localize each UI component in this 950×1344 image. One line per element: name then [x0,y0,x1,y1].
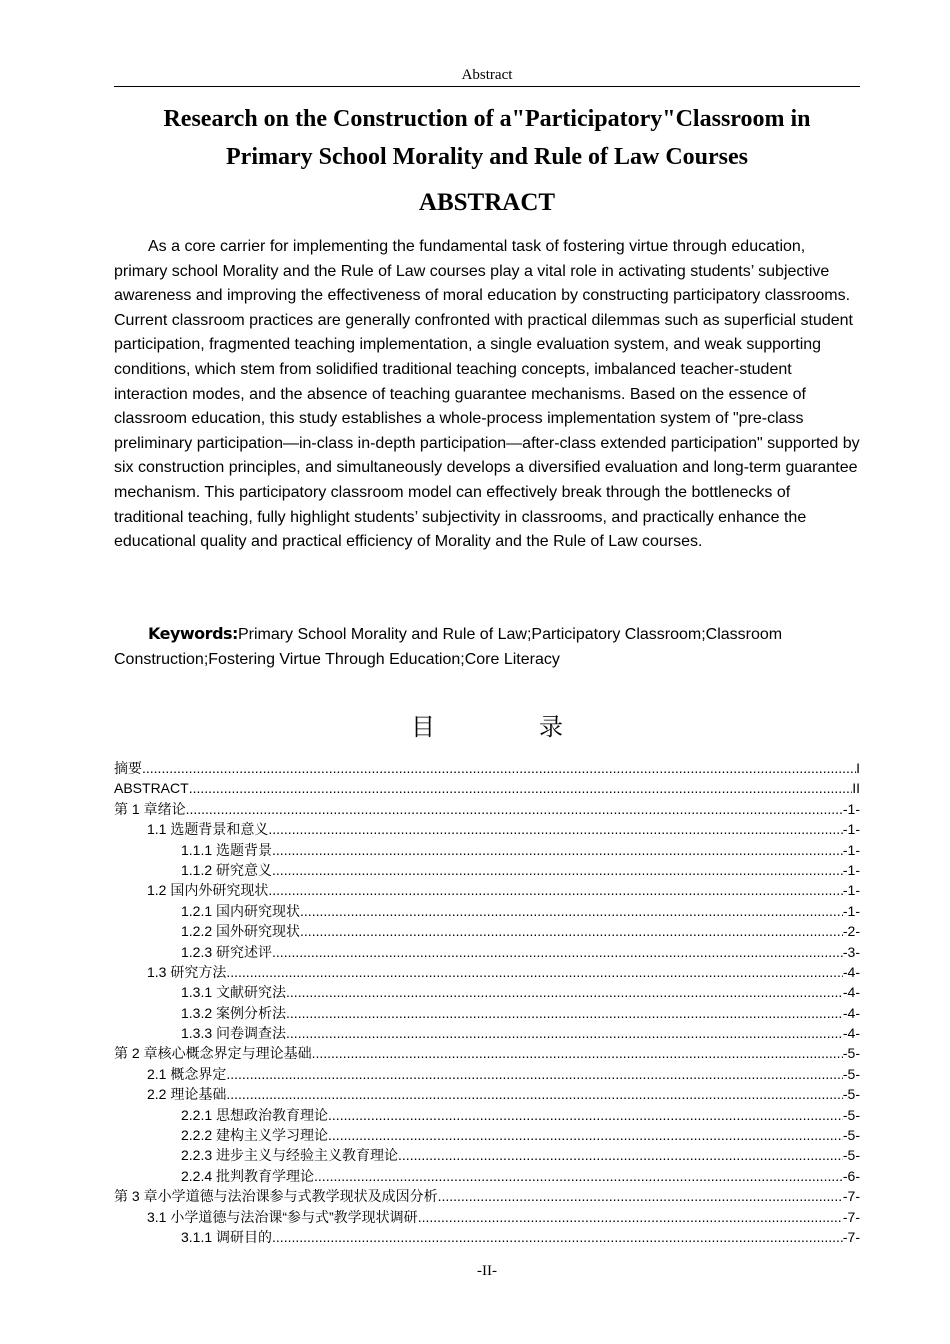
toc-entry-title: 第 3 章小学道德与法治课参与式教学现状及成因分析 [114,1188,438,1205]
toc-entry [114,1043,860,1063]
thesis-title-line-1: Research on the Construction of a"Participatory"Classroom in [163,106,811,132]
toc-dot-leader [226,962,843,982]
toc-entry-page: -7- [842,1188,860,1205]
toc-dot-leader [286,1003,843,1023]
toc-entry-title: 2.2 理论基础 [147,1086,227,1103]
toc-entry-title: 1.1.2 研究意义 [181,861,273,878]
toc-entry-title: 1.2.3 研究述评 [181,943,273,960]
toc-entry-page: -1- [842,841,860,858]
toc-entry-title: 3.1 小学道德与法治课“参与式”教学现状调研 [147,1208,418,1225]
toc-entry-page: -5- [842,1127,860,1144]
toc-dot-leader [189,778,853,798]
toc-dot-leader [328,1105,843,1125]
toc-entry-title: 1.3.1 文献研究法 [181,984,287,1001]
toc-entry [114,1145,860,1165]
toc-entry-title: 3.1.1 调研目的 [181,1228,273,1245]
toc-entry-title: 1.3.2 案例分析法 [181,1004,287,1021]
toc-dot-leader [268,880,843,900]
toc-entry [114,1023,860,1043]
toc-entry-page: -1- [842,902,860,919]
toc-entry-page: -5- [842,1106,860,1123]
toc-entry [114,1125,860,1145]
abstract-body: As a core carrier for implementing the fundamental task of fostering virtue through education, primary school Morality and the Rule of Law courses play a vital role in activating students’ subjective awareness and improving the effectiveness of moral education by constructing participatory classrooms. Current classroom practices are generally confronted with practical dilemmas such as superficial student participation, fragmented teaching implementation, a single evaluation system, and weak supporting conditions, which stem from solidified traditional teaching concepts, imbalanced teacher-student interaction modes, and the absence of teaching guarantee mechanisms. Based on the essence of classroom education, this study establishes a whole-process implementation system of "pre-class preliminary participation—in-class in-depth participation—after-class extended participation" supported by six construction principles, and simultaneously develops a diversified evaluation and long-term guarantee mechanism. This participatory classroom model can effectively break through the bottlenecks of traditional teaching, fully highlight students’ subjectivity in classrooms, and practically enhance the educational quality and practical efficiency of Morality and the Rule of Law courses. [114,238,860,551]
toc-dot-leader [272,840,843,860]
toc-dot-leader [272,860,843,880]
toc-dot-leader [272,942,843,962]
toc-entry-title: 第 1 章绪论 [114,800,186,817]
toc-entry [114,1166,860,1186]
toc-entry-title: 1.3 研究方法 [147,963,227,980]
running-header: Abstract [461,67,513,83]
toc-dot-leader [398,1145,843,1165]
toc-entry-page: -6- [842,1167,860,1184]
toc-entry [114,819,860,839]
toc-entry-title: 2.2.2 建构主义学习理论 [181,1127,329,1144]
toc-entry-page: II [852,780,860,797]
toc-heading: 目 录 [411,713,603,741]
toc-entry-title: 1.1.1 选题背景 [181,841,273,858]
toc-entry-page: -1- [842,861,860,878]
toc-entry-page: -4- [842,984,860,1001]
toc-dot-leader [314,1166,843,1186]
toc-entry [114,1186,860,1206]
toc-entry [114,799,860,819]
toc-entry [114,962,860,982]
table-of-contents [114,758,860,1247]
keywords-text: Primary School Morality and Rule of Law;Participatory Classroom;Classroom Construction;Fostering Virtue Through Education;Core Literacy [114,626,783,668]
toc-dot-leader [272,1227,843,1247]
toc-dot-leader [286,1023,843,1043]
toc-entry-page: -7- [842,1208,860,1225]
toc-entry-page: -1- [842,882,860,899]
toc-entry [114,860,860,880]
thesis-title [114,100,860,176]
toc-entry-page: -4- [842,1025,860,1042]
toc-entry-title: 1.2.2 国外研究现状 [181,923,301,940]
toc-entry-page: -5- [842,1086,860,1103]
toc-entry-title: 2.2.3 进步主义与经验主义教育理论 [181,1147,399,1164]
toc-entry-page: -1- [842,821,860,838]
toc-entry-title: 1.3.3 问卷调查法 [181,1025,287,1042]
toc-entry-title: 摘要 [114,760,142,776]
toc-entry-title: 第 2 章核心概念界定与理论基础 [114,1045,312,1062]
toc-entry-page: -1- [842,800,860,817]
toc-entry-page: -5- [842,1065,860,1082]
toc-dot-leader [268,819,843,839]
toc-entry [114,1105,860,1125]
toc-entry [114,880,860,900]
toc-entry [114,840,860,860]
toc-dot-leader [300,901,843,921]
toc-dot-leader [226,1084,843,1104]
toc-entry-page: -5- [842,1147,860,1164]
toc-entry [114,778,860,798]
toc-entry-page: -4- [842,1004,860,1021]
toc-dot-leader [328,1125,843,1145]
toc-dot-leader [226,1064,843,1084]
abstract-heading: ABSTRACT [418,189,556,216]
toc-entry-page: -3- [842,943,860,960]
toc-entry [114,921,860,941]
toc-entry [114,1064,860,1084]
toc-dot-leader [286,982,843,1002]
toc-dot-leader [418,1207,843,1227]
toc-entry [114,901,860,921]
toc-entry-title: 2.2.1 思想政治教育理论 [181,1106,329,1123]
toc-entry-page: -7- [842,1228,860,1245]
toc-dot-leader [142,758,856,778]
keywords-paragraph [114,621,860,672]
page-number: -II- [477,1263,497,1279]
toc-entry-title: 1.2.1 国内研究现状 [181,902,301,919]
toc-entry [114,1227,860,1247]
toc-entry-page: -5- [842,1045,860,1062]
toc-entry [114,1207,860,1227]
toc-entry [114,1003,860,1023]
toc-dot-leader [186,799,843,819]
toc-dot-leader [438,1186,843,1206]
toc-entry-title: 1.2 国内外研究现状 [147,882,269,899]
toc-entry-page: -2- [842,923,860,940]
toc-entry-title: 2.2.4 批判教育学理论 [181,1167,315,1184]
toc-entry [114,758,860,778]
toc-entry [114,1084,860,1104]
toc-entry-page: I [856,760,860,776]
toc-entry-title: 2.1 概念界定 [147,1065,227,1082]
toc-entry-title: ABSTRACT [114,780,189,797]
toc-entry [114,982,860,1002]
thesis-title-line-2: Primary School Morality and Rule of Law Courses [226,144,748,170]
toc-entry-title: 1.1 选题背景和意义 [147,821,269,838]
toc-entry [114,942,860,962]
toc-dot-leader [300,921,843,941]
keywords-label: Keywords: [148,624,238,643]
toc-entry-page: -4- [842,963,860,980]
toc-dot-leader [312,1043,843,1063]
header-rule [114,86,860,87]
